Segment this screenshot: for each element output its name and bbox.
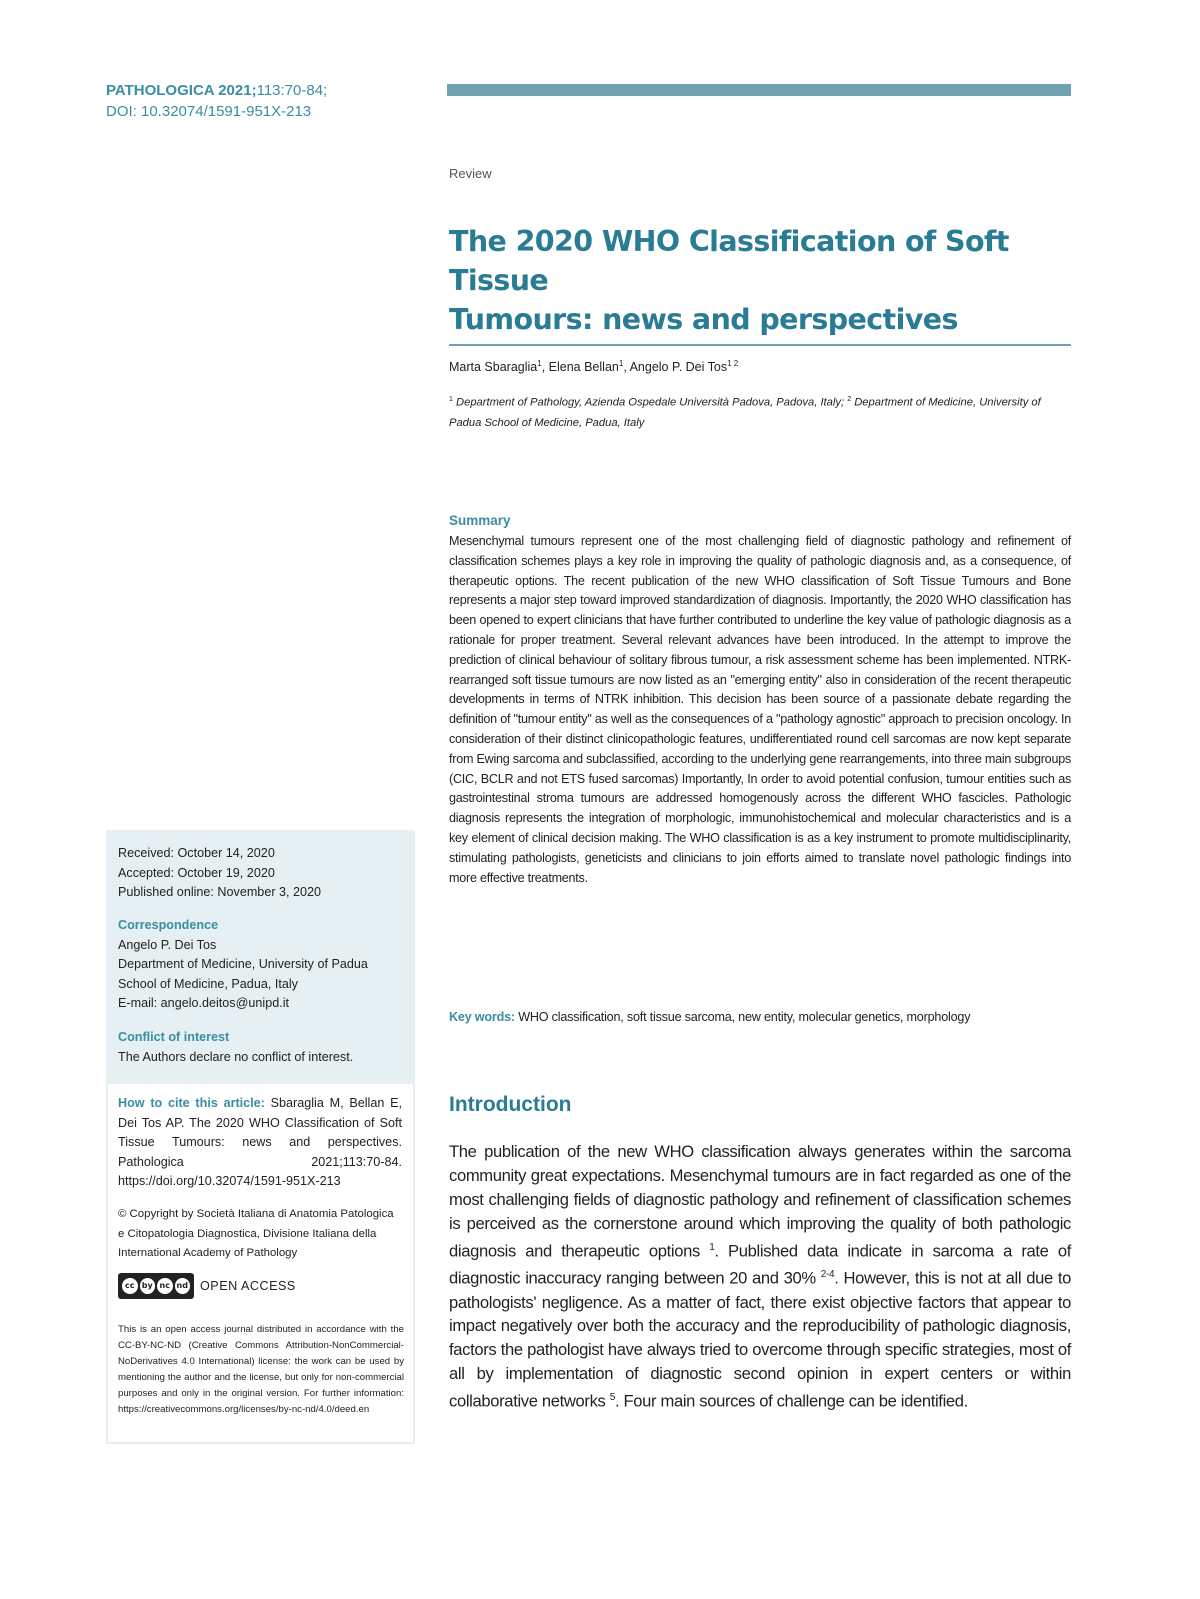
affiliations <box>449 390 1069 433</box>
journal-ref: 113:70-84; <box>256 82 328 99</box>
reference-sup[interactable]: 1 <box>709 1241 715 1253</box>
how-to-cite <box>118 1094 402 1192</box>
correspondence-label: Correspondence <box>118 918 219 932</box>
intro-part: . Four main sources of challenge can be identified. <box>614 1391 968 1411</box>
journal-name: PATHOLOGICA 2021; <box>106 82 257 99</box>
section-label: Review <box>449 166 492 181</box>
intro-part: . Published data indicate in sarcoma a rate of diagnostic inaccuracy ranging between 20 and 30% <box>449 1241 1072 1288</box>
keywords <box>449 1008 1071 1028</box>
author-name: Angelo P. Dei Tos <box>629 360 728 375</box>
article-title <box>449 222 1089 339</box>
conflict-label: Conflict of interest <box>118 1030 230 1044</box>
accepted-date: Accepted: October 19, 2020 <box>118 865 275 880</box>
keywords-text: WHO classification, soft tissue sarcoma, new entity, molecular genetics, morphology <box>518 1010 971 1024</box>
correspondence <box>118 916 368 1014</box>
copyright-notice: © Copyright by Società Italiana di Anatomia Patologica e Citopatologia Diagnostica, Divisione Italiana della International Academy of Pathology <box>118 1208 394 1259</box>
introduction-text <box>449 1140 1071 1414</box>
summary-text: Mesenchymal tumours represent one of the most challenging field of diagnostic pathology and refinement of classification schemes plays a key role in improving the quality of pathologic diagnosis and, as a consequence, of therapeutic options. The recent publication of the new WHO classification of Soft Tissue Tumours and Bone represents a major step toward improved standardization of diagnosis. Importantly, the 2020 WHO classification has been opened to expert clinicians that have further contributed to underline the key value of pathologic diagnosis as a rationale for proper treatment. Several relevant advances have been introduced. In the attempt to improve the prediction of clinical behaviour of solitary fibrous tumour, a risk assessment scheme has been implemented. NTRK-rearranged soft tissue tumours are now listed as an "emerging entity" also in consideration of the recent therapeutic developments in terms of NTRK inhibition. This decision has been source of a passionate debate regarding the definition of "tumour entity" as well as the consequences of a "pathology agnostic" approach to precision oncology. In consideration of their distinct clinicopathologic features, undifferentiated round cell sarcomas are now kept separate from Ewing sarcoma and subclassified, according to the underlying gene rearrangements, into three main subgroups (CIC, BCLR and not ETS fused sarcomas) Importantly, In order to avoid potential confusion, tumour entities such as gastrointestinal stroma tumours are addressed homogenously across the different WHO fascicles. Pathologic diagnosis represents the integration of morphologic, immunohistochemical and molecular characteristics and is a key element of clinical decision making. The WHO classification is as a key instrument to promote multidisciplinarity, stimulating pathologists, geneticists and clinicians to join efforts aimed to translate novel pathologic findings into more effective treatments. <box>449 534 1071 885</box>
published-date: Published online: November 3, 2020 <box>118 885 322 899</box>
received-date: Received: October 14, 2020 <box>118 846 275 860</box>
affiliation-sup: 2 <box>847 396 852 403</box>
author-name: Elena Bellan <box>548 360 619 375</box>
correspondence-email[interactable]: E-mail: angelo.deitos@unipd.it <box>118 996 289 1010</box>
article-dates <box>118 844 321 903</box>
author-sup: 1 2 <box>727 359 739 368</box>
author-list: Marta Sbaraglia$^1$, Elena Bellan$^1$, Angelo P. Dei Tos$^{1 2}$ <box>449 359 739 375</box>
affiliation-2: Department of Medicine, University of Padua School of Medicine, Padua, Italy <box>449 396 1041 429</box>
journal-doi: DOI: 10.32074/1591-951X-213 <box>106 103 312 120</box>
author-sup: 1 <box>537 359 542 368</box>
nc-icon: nc <box>156 1277 174 1295</box>
cite-label: How to cite this article: <box>118 1096 265 1110</box>
title-divider <box>449 344 1071 346</box>
introduction-heading: Introduction <box>449 1093 572 1116</box>
reference-sup[interactable]: 5 <box>609 1392 615 1404</box>
author-name: Marta Sbaraglia <box>449 360 538 375</box>
open-access-badge <box>118 1273 296 1299</box>
article-title-line-1: The 2020 WHO Classification of Soft Tissue <box>449 225 1009 297</box>
affiliation-sup: 1 <box>449 396 453 403</box>
reference-sup[interactable]: 2-4 <box>820 1269 835 1281</box>
cc-license-icon[interactable] <box>118 1273 194 1299</box>
intro-part: The publication of the new WHO classification always generates within the sarcoma community great expectations. Mesenchymal tumours are in fact regarded as one of the most challenging fields of diagnostic pathology and refinement of classification schemes is perceived as the cornerstone around which improving the quality of both pathologic diagnosis and therapeutic options <box>449 1142 1071 1261</box>
conflict-text: The Authors declare no conflict of interest. <box>118 1049 354 1064</box>
header-rule <box>447 84 1071 96</box>
summary-heading: Summary <box>449 513 511 528</box>
by-icon: by <box>139 1277 157 1295</box>
intro-part: . However, this is not at all due to pathologists' negligence. As a matter of fact, there exist objective factors that appear to impact negatively over both the accuracy and the reproducibility of pathologic diagnosis, factors the pathologist have always tried to overcome through specific strategies, most of all by implementation of diagnostic second opinion in expert centers or within collaborative networks <box>449 1268 1071 1411</box>
author-sup: 1 <box>618 359 624 368</box>
correspondence-school: School of Medicine, Padua, Italy <box>118 976 298 991</box>
license-text: This is an open access journal distributed in accordance with the CC-BY-NC-ND (Creative Commons Attribution-NonCommercial-NoDerivatives 4.0 International) license: the work can be used by mentioning the author and the license, but only for non-commercial purposes and only in the original version. For further information: https://creativecommons.org/licenses/by-nc-nd/4.0/deed.en <box>118 1324 404 1415</box>
correspondence-name: Angelo P. Dei Tos <box>118 937 217 952</box>
cite-text: Sbaraglia M, Bellan E, Dei Tos AP. The 2020 WHO Classification of Soft Tissue Tumours: news and perspectives. Pathologica 2021;113:70-84. https://doi.org/10.32074/1591-951X-213 <box>118 1096 403 1188</box>
cc-icon: cc <box>121 1277 139 1295</box>
affiliation-1: Department of Pathology, Azienda Ospedale Università Padova, Padova, Italy; <box>456 396 845 409</box>
conflict-of-interest <box>118 1028 353 1067</box>
article-title-line-2: Tumours: news and perspectives <box>449 303 958 336</box>
open-access-label: OPEN ACCESS <box>200 1279 296 1293</box>
keywords-label: Key words: <box>449 1010 515 1024</box>
correspondence-dept: Department of Medicine, University of Padua <box>118 957 368 971</box>
nd-icon: nd <box>174 1277 192 1295</box>
journal-citation <box>106 80 327 122</box>
